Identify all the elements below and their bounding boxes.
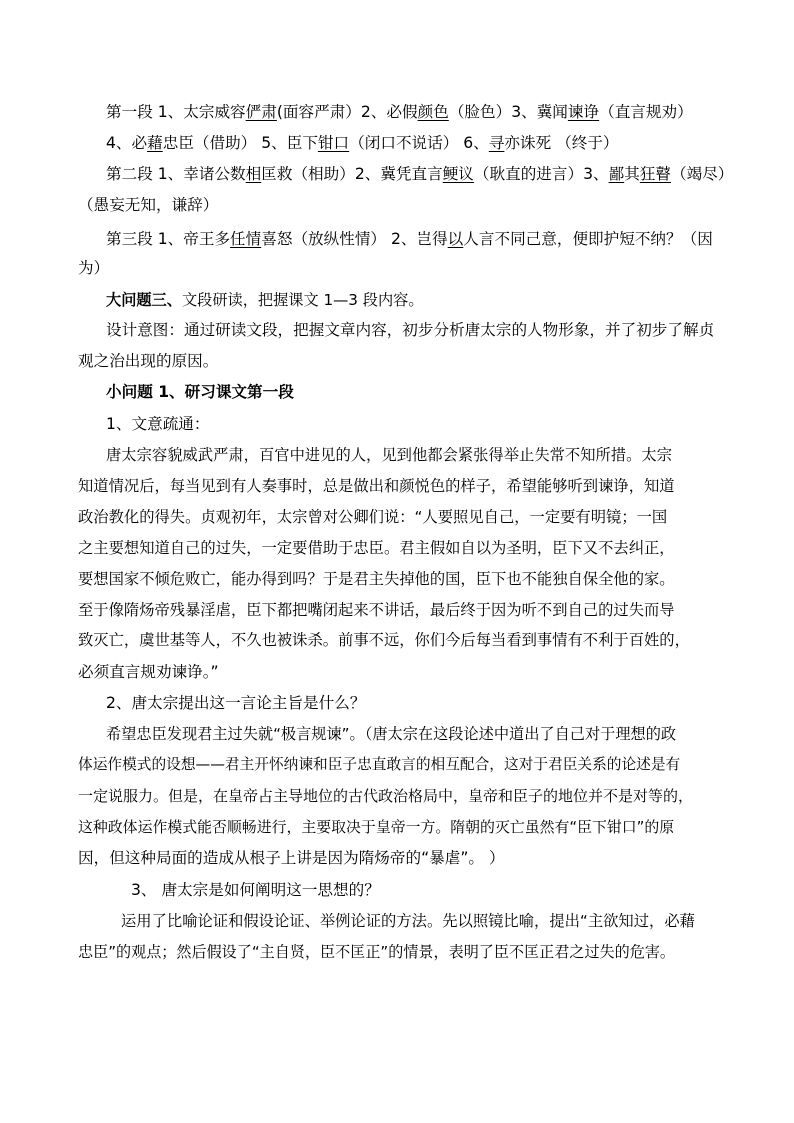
text-segment: 第三段 1、帝王多 (106, 230, 231, 248)
underlined-term: 任情 (230, 230, 262, 248)
text-segment: 忠臣（借助） 5、臣下 (162, 134, 318, 152)
text-segment: （耿直的进言）3、 (473, 165, 609, 183)
underlined-term: 鄙 (608, 165, 625, 183)
underlined-term: 相 (245, 165, 262, 183)
text-line (78, 474, 774, 498)
underlined-term: 狂瞽 (639, 165, 671, 183)
text-segment: 知道情况后，每当见到有人奏事时，总是做出和颜悦色的样子，希望能够听到谏诤，知道 (78, 477, 675, 495)
text-segment: 必须直言规劝谏诤。” (78, 663, 219, 681)
text-segment: （竭尽） (671, 165, 734, 183)
text-segment: 至于像隋炀帝残暴淫虐，臣下都把嘴闭起来不讲话，最后终于因为听不到自己的过失而导 (78, 601, 675, 619)
text-line (106, 227, 774, 251)
text-segment: 人言不同己意，便即护短不纳？（因 (463, 230, 713, 248)
text-segment: 喜怒（放纵性情） 2、岂得 (261, 230, 448, 248)
text-line (78, 940, 774, 964)
underlined-term: 以 (447, 230, 464, 248)
text-segment: 小问题 1、研习课文第一段 (106, 383, 294, 401)
text-segment: 第二段 1、幸诸公数 (106, 165, 246, 183)
underlined-term: 俨肃 (245, 103, 277, 121)
text-segment: 3、 唐太宗是如何阐明这一思想的？ (131, 881, 380, 899)
text-line (78, 846, 774, 870)
text-segment: （直言规劝） (599, 103, 693, 121)
text-line (106, 318, 774, 342)
text-segment: 希望忠臣发现君主过失就“极言规谏”。（唐太宗在这段论述中道出了自己对于理想的政 (106, 725, 677, 743)
text-segment: （愚妄无知，谦辞） (78, 196, 219, 214)
text-line (106, 288, 774, 312)
text-line (78, 660, 774, 684)
text-segment: 因，但这种局面的造成从根子上讲是因为隋炀帝的“暴虐”。 ） (78, 849, 505, 867)
text-segment: 2、唐太宗提出这一言论主旨是什么？ (106, 694, 366, 712)
underlined-term: 藉 (147, 134, 163, 152)
underlined-term: 颜色 (417, 103, 449, 121)
text-segment: 唐太宗容貌威武严肃，百官中进见的人，见到他都会紧张得举止失常不知所措。太宗 (106, 446, 672, 464)
text-segment: 第一段 1、太宗威容 (106, 103, 246, 121)
text-segment: （闭口不说话） 6、 (349, 134, 489, 152)
text-line (78, 784, 774, 808)
text-line (78, 536, 774, 560)
underlined-term: 鲠议 (442, 165, 474, 183)
text-segment: 忠臣”的观点；然后假设了“主自贤，臣不匡正”的情景，表明了臣不匡正君之过失的危害。 (78, 943, 676, 961)
text-line (78, 567, 774, 591)
text-line (106, 412, 774, 436)
text-line (78, 753, 774, 777)
text-segment: 运用了比喻论证和假设论证、举例论证的方法。先以照镜比喻，提出“主欲知过，必藉 (121, 912, 695, 930)
text-segment: 这种政体运作模式能否顺畅进行，主要取决于皇帝一方。隋朝的灭亡虽然有“臣下钳口”的原 (78, 818, 675, 836)
text-line (106, 162, 774, 186)
underlined-term: 寻 (488, 134, 505, 152)
text-line (106, 443, 774, 467)
text-line (78, 815, 774, 839)
text-segment: 要想国家不倾危败亡，能办得到吗？于是君主失掉他的国，臣下也不能独自保全他的家。 (78, 570, 675, 588)
text-segment: 之主要想知道自己的过失，一定要借助于忠臣。君主假如自以为圣明，臣下又不去纠正， (78, 539, 675, 557)
text-line (106, 131, 774, 155)
text-segment: 一定说服力。但是，在皇帝占主导地位的古代政治格局中，皇帝和臣子的地位并不是对等的， (78, 787, 694, 805)
text-segment: 文段研读，把握课文 1—3 段内容。 (181, 291, 424, 309)
text-line (78, 256, 774, 280)
text-segment: (面容严肃）2、必假 (276, 103, 418, 121)
text-segment: 其 (624, 165, 640, 183)
text-line (121, 909, 774, 933)
text-segment: 为） (78, 259, 110, 277)
text-segment: 1、文意疏通： (106, 415, 210, 433)
text-line (106, 691, 774, 715)
text-line (78, 628, 774, 652)
text-line (78, 349, 774, 373)
text-segment: （脸色）3、冀闻 (448, 103, 568, 121)
text-segment: 政治教化的得失。贞观初年，太宗曾对公卿们说：“人要照见自己，一定要有明镜；一国 (78, 508, 668, 526)
underlined-term: 钳口 (317, 134, 350, 152)
underlined-term: 谏诤 (567, 103, 600, 121)
text-line (131, 878, 774, 902)
text-segment: 致灭亡，虞世基等人，不久也被诛杀。前事不远，你们今后每当看到事情有不利于百姓的， (78, 631, 690, 649)
text-line (106, 722, 774, 746)
text-segment: 体运作模式的设想——君主开怀纳谏和臣子忠直敢言的相互配合，这对于君臣关系的论述是有 (78, 756, 681, 773)
text-line (78, 193, 774, 217)
text-line (106, 380, 774, 404)
text-segment: 大问题三、 (106, 291, 182, 309)
text-segment: 匡救（相助）2、冀凭直言 (261, 165, 443, 183)
text-line (78, 505, 774, 529)
text-line (106, 100, 774, 124)
text-segment: 亦诛死 （终于） (504, 134, 619, 152)
text-segment: 观之治出现的原因。 (78, 352, 219, 370)
text-segment: 设计意图：通过研读文段，把握文章内容，初步分析唐太宗的人物形象，并了初步了解贞 (106, 321, 715, 339)
text-line (78, 598, 774, 622)
text-segment: 4、必 (106, 134, 148, 152)
